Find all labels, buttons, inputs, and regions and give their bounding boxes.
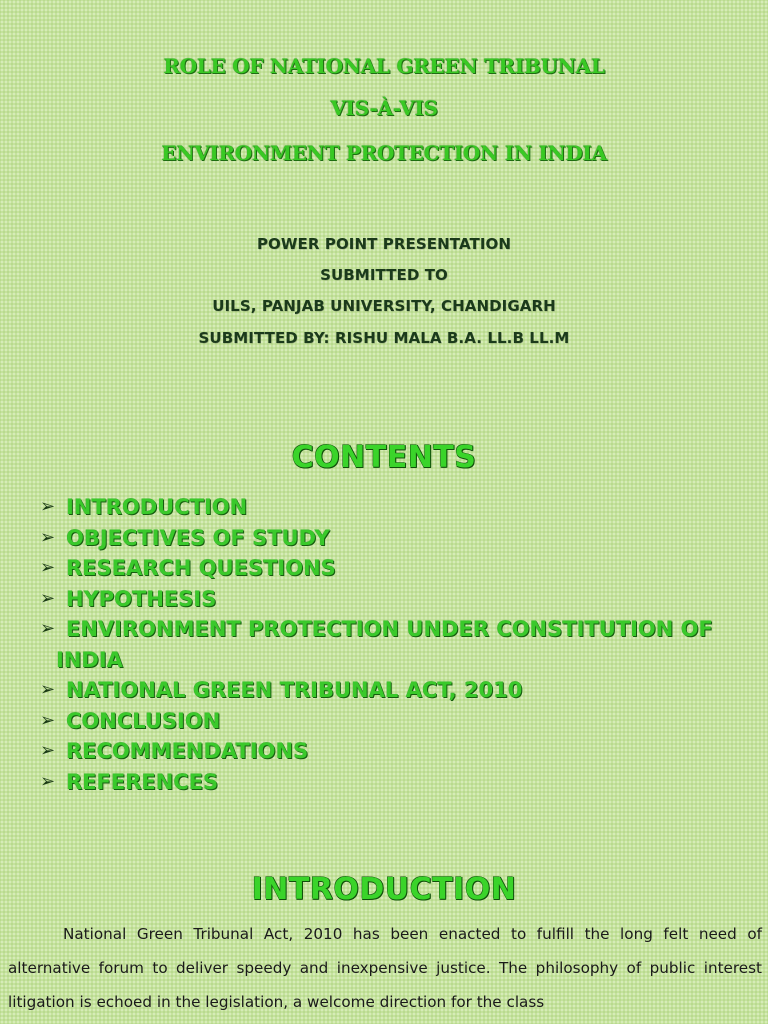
institution-name: UILS, PANJAB UNIVERSITY, CHANDIGARH: [212, 297, 556, 315]
contents-item-continuation: INDIA: [56, 647, 123, 672]
contents-item-label: REFERENCES: [66, 769, 219, 794]
arrow-bullet-icon: ➢: [40, 526, 56, 548]
contents-item-label: INTRODUCTION: [66, 495, 248, 519]
arrow-bullet-icon: ➢: [40, 557, 56, 578]
introduction-heading: INTRODUCTION: [251, 872, 517, 907]
arrow-bullet-icon: ➢: [40, 587, 56, 609]
presentation-type: POWER POINT PRESENTATION: [256, 235, 512, 253]
title-line-1: ROLE OF NATIONAL GREEN TRIBUNAL: [163, 54, 605, 78]
contents-item: [40, 492, 740, 523]
arrow-bullet-icon: ➢: [40, 496, 56, 517]
submitted-to-label: SUBMITTED TO: [320, 266, 448, 284]
contents-item: [40, 523, 740, 554]
contents-item-label: ENVIRONMENT PROTECTION UNDER CONSTITUTION OF: [66, 617, 713, 641]
contents-item-label: CONCLUSION: [66, 708, 221, 733]
contents-item: [40, 736, 740, 767]
contents-item: [40, 767, 740, 798]
contents-item: [40, 614, 740, 675]
arrow-bullet-icon: ➢: [40, 770, 56, 792]
arrow-bullet-icon: ➢: [40, 679, 56, 700]
submitted-by: SUBMITTED BY: RISHU MALA B.A. LL.B LL.M: [198, 329, 570, 347]
contents-item: [40, 584, 740, 615]
contents-item-label: OBJECTIVES OF STUDY: [66, 525, 330, 550]
contents-item-label-wrapped: [56, 614, 740, 675]
introduction-paragraph: National Green Tribunal Act, 2010 has been enacted to fulfill the long felt need of alternative forum to deliver speedy and inexpensive justice. The philosophy of public interest litigation is echoed in the legislation, a welcome direction for the class: [8, 925, 762, 1011]
title-line-3: ENVIRONMENT PROTECTION IN INDIA: [161, 141, 607, 165]
contents-item: [40, 553, 740, 584]
arrow-bullet-icon: ➢: [40, 740, 56, 761]
contents-item-label: RESEARCH QUESTIONS: [66, 556, 336, 580]
contents-item: [40, 706, 740, 737]
arrow-bullet-icon: ➢: [40, 709, 56, 731]
contents-item: [40, 675, 740, 706]
contents-item-label: HYPOTHESIS: [66, 586, 217, 611]
contents-item-label: RECOMMENDATIONS: [66, 739, 309, 763]
contents-item-label: NATIONAL GREEN TRIBUNAL ACT, 2010: [66, 678, 523, 702]
title-line-2: VIS-À-VIS: [330, 96, 438, 120]
arrow-bullet-icon: ➢: [40, 618, 56, 639]
contents-heading: CONTENTS: [291, 440, 477, 475]
contents-list: [40, 492, 740, 797]
